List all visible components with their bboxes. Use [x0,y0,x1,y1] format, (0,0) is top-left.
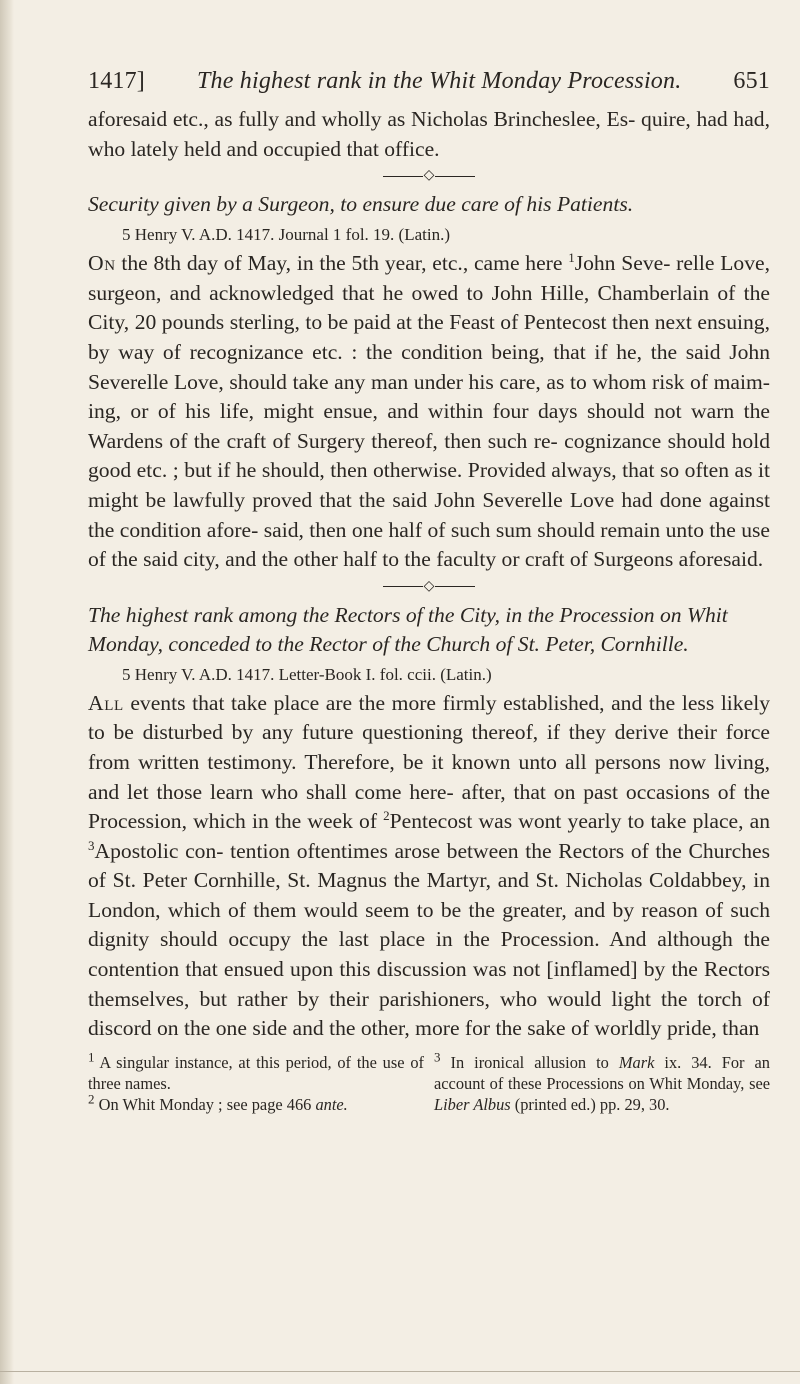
footnote-3-text-b: ix. 34. For an account of these Processions on Whit Monday, see [434,1052,770,1093]
footnote-3-text-c: (printed ed.) pp. 29, 30. [514,1094,670,1114]
section1-paragraph [88,249,770,575]
section2-heading: The highest rank among the Rectors of the City, in the Procession on Whit Monday, conceded to the Rector of the Church of St. Peter, Cornhille. [88,602,728,656]
footnote-2-italic: ante. [315,1094,348,1114]
page-number: 651 [733,68,770,94]
section1-heading: Security given by a Surgeon, to ensure due care of his Patients. [88,192,634,217]
footnote-1-mark: 1 [88,1049,95,1065]
continuation-paragraph: aforesaid etc., as fully and wholly as Nicholas Brincheslee, Es- quire, had had, who lately held and occupied that office. [88,107,770,161]
section1-text-b: John Seve- relle Love, surgeon, and acknowledged that he owed to John Hille, Chamberlain of the City, 20 pounds sterling, to be paid at the Feast of Pentecost then next ensuing, by way of recognizance etc. : the condition being, that if he, the said John Severelle Love, should take any man under his care, as to whom risk of maim- ing, or of his life, might ensue, and within four days should not warn the Wardens of the craft of Surgery thereof, then such re- cognizance should hold good etc. ; but if he should, then otherwise. Provided always, that so often as it might be lawfully proved that the said John Severelle Love had done against the condition afore- said, then one half of such sum should remain unto the use of the said city, and the other half to the faculty or craft of Surgeons aforesaid. [88,251,771,572]
section2-text-b: Pentecost was wont yearly to take place, an [389,809,771,834]
footnote-1-text: A singular instance, at this period, of the use of three names. [88,1052,424,1093]
footnotes-left-column [88,1049,424,1115]
section-divider-2 [88,577,770,597]
divider-rule-left [383,586,423,587]
footnote-ref-3: 3 [88,837,95,853]
section2-text-a: events that take place are the more firmly established, and the less likely to be disturbed by any future questioning thereof, if they derive their force from written testimony. Therefore, be it known unto all persons now living, and let those learn who shall come here- after, that on past occasions of the Procession, which in the week of [88,690,770,834]
diamond-ornament-icon: ◇ [423,168,435,184]
section1-text-a: the 8th day of May, in the 5th year, etc., came here [121,251,563,276]
divider-rule-right [435,176,475,177]
running-header [88,68,770,95]
section1-opening-word: On [88,251,116,276]
footnote-ref-2: 2 [383,807,390,823]
section2-opening-word: All [88,690,124,715]
diamond-ornament-icon: ◇ [423,578,435,594]
section2-paragraph [88,689,770,1044]
footnote-3-italic-liber: Liber Albus [434,1094,511,1114]
footnote-ref-1: 1 [568,250,575,265]
page-bottom-edge [0,1371,800,1372]
footnotes [88,1049,770,1115]
footnote-3-text-a: In ironical allusion to [450,1052,609,1072]
section-divider-1 [88,166,770,186]
footnote-2 [88,1091,424,1115]
footnotes-right-column [434,1049,770,1115]
footnote-3 [434,1049,770,1115]
section2-reference: 5 Henry V. A.D. 1417. Letter-Book I. fol. ccii. (Latin.) [122,664,492,684]
section1-reference: 5 Henry V. A.D. 1417. Journal 1 fol. 19. (Latin.) [122,225,451,245]
section2-text-c: Apostolic con- tention oftentimes arose between the Rectors of the Churches of St. Peter Cornhille, St. Magnus the Martyr, and St. Nicholas Coldabbey, in London, which of them would seem to be the greater, and by reason of such dignity should occupy the last place in the Procession. And although the contention that ensued upon this discussion was not [inflamed] by the Rectors themselves, but rather by their parishioners, who would light the torch of discord on the one side and the other, more for the sake of worldly pride, than [88,838,770,1041]
book-page [88,68,770,1115]
footnote-3-italic-mark: Mark [618,1052,655,1072]
footnote-3-mark: 3 [434,1049,441,1065]
header-year: 1417] [88,68,145,94]
divider-rule-left [383,176,423,177]
page-gutter-shadow [0,0,14,1384]
footnote-2-mark: 2 [88,1091,95,1107]
footnote-1 [88,1049,424,1094]
header-title: The highest rank in the Whit Monday Procession. [196,68,682,94]
footnote-2-text: On Whit Monday ; see page 466 [98,1094,312,1114]
divider-rule-right [435,586,475,587]
